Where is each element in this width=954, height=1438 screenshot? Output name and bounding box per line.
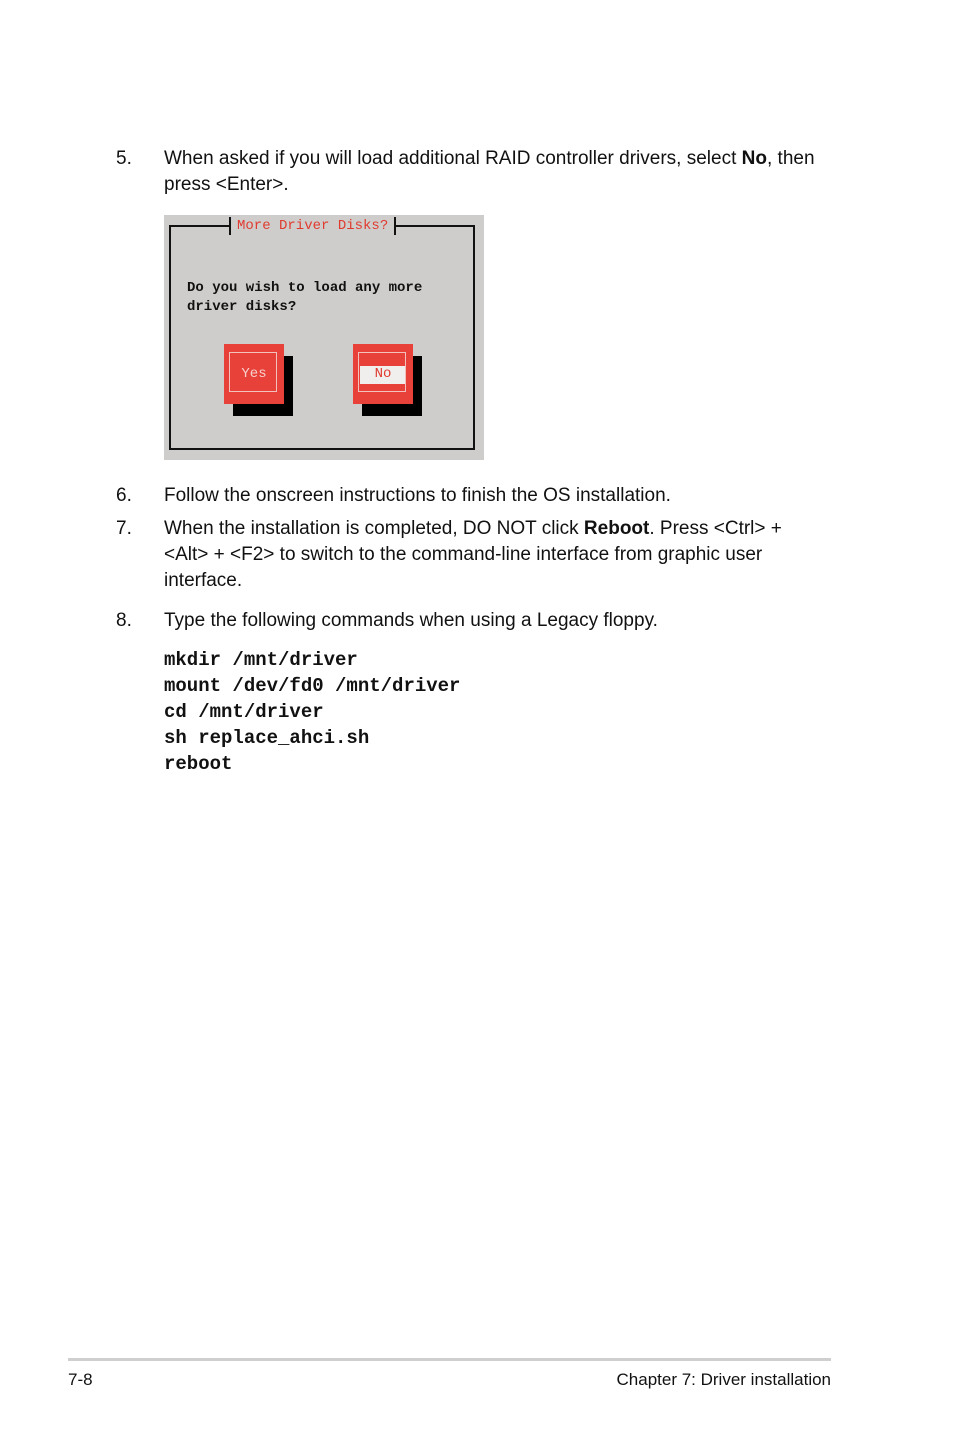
command-line: reboot xyxy=(164,753,233,775)
command-line: mount /dev/fd0 /mnt/driver xyxy=(164,675,461,697)
more-driver-disks-dialog xyxy=(169,218,475,450)
footer-divider xyxy=(68,1358,831,1361)
step-bold-term: No xyxy=(741,148,767,169)
step-number: 7. xyxy=(116,518,132,539)
no-button-label: No xyxy=(374,366,392,382)
installer-dialog-screenshot xyxy=(164,215,484,460)
yes-button-label: Yes xyxy=(241,366,267,382)
page-number: 7-8 xyxy=(68,1370,93,1389)
chapter-title: Chapter 7: Driver installation xyxy=(616,1370,831,1389)
yes-button[interactable] xyxy=(224,344,284,404)
step-bold-term: Reboot xyxy=(583,518,650,539)
step-text-part: . Press <Ctrl> + <Alt> + <F2> to switch to the command-line interface from graphic user interface. xyxy=(164,518,782,591)
step-number: 8. xyxy=(116,610,132,631)
step-text-part: , then press <Enter>. xyxy=(164,148,815,195)
command-line: mkdir /mnt/driver xyxy=(164,649,358,671)
step-text-part: When the installation is completed, DO NOT click xyxy=(164,518,584,539)
step-text-part: When asked if you will load additional RAID controller drivers, select xyxy=(164,148,742,169)
dialog-message: Do you wish to load any more driver disks? xyxy=(187,280,423,315)
step-text xyxy=(164,146,844,198)
step-text xyxy=(164,516,804,594)
dialog-title: More Driver Disks? xyxy=(229,217,396,235)
no-button[interactable] xyxy=(353,344,413,404)
command-line: cd /mnt/driver xyxy=(164,701,324,723)
step-text: Follow the onscreen instructions to finish the OS installation. xyxy=(164,485,671,506)
step-text: Type the following commands when using a Legacy floppy. xyxy=(164,610,658,631)
step-number: 5. xyxy=(116,148,132,169)
command-block xyxy=(164,647,460,777)
step-number: 6. xyxy=(116,485,132,506)
command-line: sh replace_ahci.sh xyxy=(164,727,370,749)
